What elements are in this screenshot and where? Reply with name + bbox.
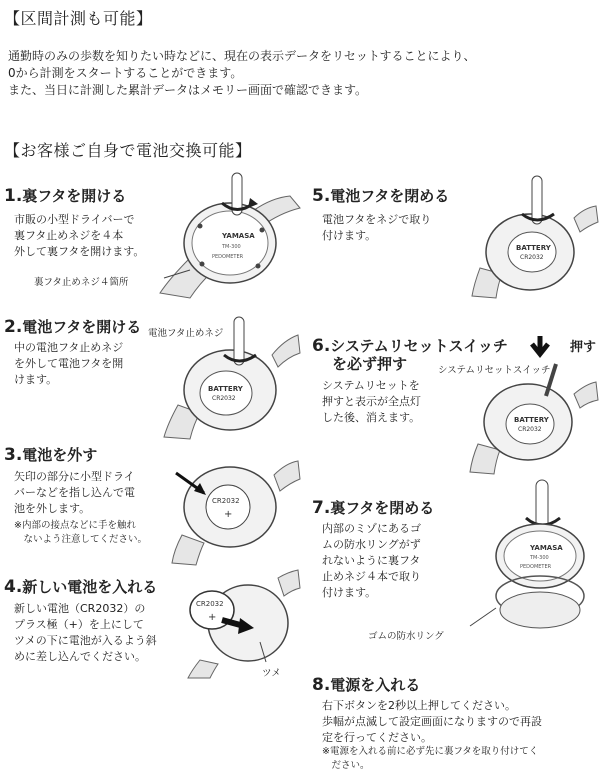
step-1-heading: [4, 185, 126, 206]
step-3-text: [14, 469, 135, 517]
step-2-illustration: [160, 305, 300, 440]
step-line: プラス極（+）を上にして: [14, 618, 144, 631]
step-number: 2.: [4, 317, 23, 337]
step-line: 裏フタ止めネジを４本: [14, 229, 124, 242]
step-number: 8.: [312, 675, 331, 695]
step-line: 外して裏フタを開けます。: [14, 245, 145, 258]
step-line: 定を行ってください。: [322, 731, 432, 744]
step-line: システムリセットを: [322, 379, 420, 392]
face-text: CR2032: [212, 395, 236, 402]
note-line: ※内部の接点などに手を触れ: [14, 520, 136, 531]
intro-line: また、当日に計測した累計データはメモリー画面で確認できます。: [8, 83, 368, 97]
step-line: 付けます。: [322, 229, 377, 242]
step-title: 電源を入れる: [330, 676, 421, 694]
step-line: 池を外します。: [14, 502, 91, 515]
step-4-caption: ツメ: [262, 668, 281, 679]
section-title-battery: 【お客様ご自身で電池交換可能】: [4, 141, 252, 160]
step-5-text: [322, 212, 431, 244]
step-title: 電池を外す: [22, 446, 98, 464]
step-6-illustration: [470, 334, 598, 474]
step-4-text: [14, 601, 157, 665]
step-7-heading: [312, 497, 434, 518]
face-text: +: [208, 612, 217, 623]
face-text: PEDOMETER: [212, 254, 244, 260]
face-text: BATTERY: [208, 385, 243, 393]
step-line: めに差し込んでください。: [14, 650, 146, 663]
step-number: 1.: [4, 186, 23, 206]
step-line: 市販の小型ドライバーで: [14, 213, 135, 226]
step-2-heading: [4, 316, 141, 337]
face-text: +: [224, 509, 233, 520]
step-title: を必ず押す: [332, 355, 408, 373]
face-text: CR2032: [520, 254, 544, 261]
face-text: PEDOMETER: [520, 564, 552, 570]
step-number: 6.: [312, 336, 331, 356]
step-8-text: [322, 698, 542, 746]
note-line: ※電源を入れる前に必ず先に裏フタを取り付けてく: [322, 746, 539, 757]
step-4-illustration: [170, 568, 300, 678]
intro-line: 通勤時のみの歩数を知りたい時などに、現在の表示データをリセットすることにより、: [8, 49, 476, 63]
step-line: ツメの下に電池が入るよう斜: [14, 634, 157, 647]
face-text: CR2032: [196, 600, 224, 608]
step-number: 5.: [312, 186, 331, 206]
step-line: 止めネジ４本で取り: [322, 570, 421, 583]
step-title: システムリセットスイッチ: [330, 337, 508, 355]
step-line: 歩幅が点滅して設定画面になりますので再設: [322, 715, 542, 728]
face-text: BATTERY: [514, 416, 549, 424]
step-1-illustration: [150, 168, 300, 298]
step-title: 電池フタを閉める: [330, 187, 450, 205]
note-line: ないよう注意してください。: [14, 534, 148, 545]
step-number: 3.: [4, 445, 23, 465]
step-7-text: [322, 521, 421, 601]
face-text: TM-300: [222, 244, 241, 250]
step-line: 矢印の部分に小型ドライ: [14, 470, 135, 483]
step-line: を外して電池フタを開: [14, 357, 124, 370]
step-title: 裏フタを閉める: [330, 499, 435, 517]
step-8-heading: [312, 674, 420, 695]
step-title: 新しい電池を入れる: [22, 578, 158, 596]
note-line: ださい。: [322, 760, 370, 771]
intro-line: 0から計測をスタートすることができます。: [8, 66, 243, 80]
section-title-interval: 【区間計測も可能】: [4, 9, 153, 28]
step-8-note: [322, 745, 538, 773]
step-5-illustration: [470, 168, 598, 298]
step-6-caption: システムリセットスイッチ: [438, 365, 551, 376]
step-line: 電池フタをネジで取り: [322, 213, 432, 226]
step-title: 電池フタを開ける: [22, 318, 142, 336]
step-1-caption: 裏フタ止めネジ４箇所: [34, 277, 129, 288]
step-5-heading: [312, 185, 449, 206]
step-3-note: [14, 519, 147, 547]
step-7-caption: ゴムの防水リング: [368, 631, 444, 642]
step-6-text: [322, 378, 421, 426]
intro-text: [8, 48, 476, 99]
step-title: 裏フタを開ける: [22, 187, 127, 205]
face-text: BATTERY: [516, 244, 551, 252]
step-3-heading: [4, 444, 97, 465]
step-line: けます。: [14, 373, 58, 386]
step-7-illustration: [490, 478, 598, 638]
step-line: れないように裏フタ: [322, 554, 421, 567]
step-3-illustration: [170, 445, 300, 565]
face-text: TM-300: [530, 555, 549, 561]
step-line: 付けます。: [322, 586, 377, 599]
step-4-heading: [4, 576, 157, 597]
face-text: YAMASA: [222, 232, 255, 240]
step-number: 4.: [4, 577, 23, 597]
step-line: 新しい電池（CR2032）の: [14, 602, 146, 615]
step-line: 内部のミゾにあるゴ: [322, 522, 421, 535]
step-number: 7.: [312, 498, 331, 518]
face-text: YAMASA: [530, 544, 563, 552]
step-line: した後、消えます。: [322, 411, 421, 424]
step-line: ムの防水リングがず: [322, 538, 421, 551]
step-2-text: [14, 340, 123, 388]
face-text: CR2032: [518, 426, 542, 433]
step-1-text: [14, 212, 144, 260]
step-line: 中の電池フタ止めネジ: [14, 341, 124, 354]
face-text: CR2032: [212, 497, 240, 505]
push-label: 押す: [570, 340, 597, 355]
step-line: 押すと表示が全点灯: [322, 395, 421, 408]
step-line: バーなどを指し込んで電: [14, 486, 135, 499]
step-2-caption: 電池フタ止めネジ: [148, 328, 224, 339]
step-line: 右下ボタンを2秒以上押してください。: [322, 699, 516, 712]
